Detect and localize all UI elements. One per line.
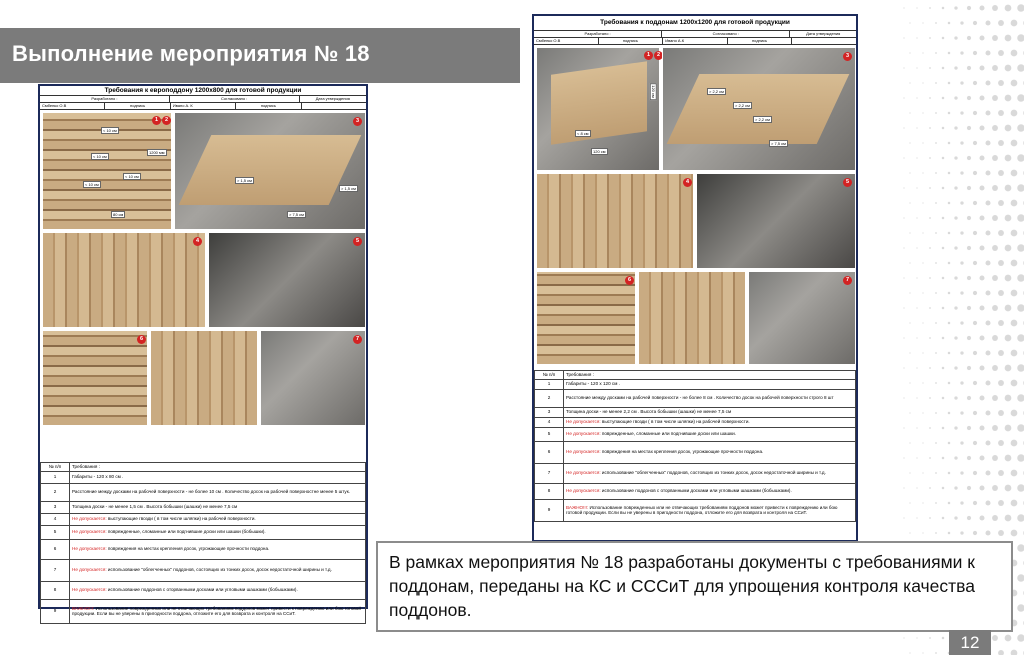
photo-missing-block	[748, 271, 856, 365]
row-prefix: ВАЖНО!!!:	[72, 605, 95, 611]
row-number: 6	[535, 441, 564, 463]
row-prefix: Не допускается:	[72, 546, 107, 552]
row-number: 7	[41, 559, 70, 581]
row-text	[70, 501, 366, 513]
row-body: выступающие гвозди ( в том числе шляпки) на рабочей поверхности.	[106, 516, 256, 522]
dim-label: > 2,2 см	[755, 117, 770, 122]
row-text	[564, 417, 856, 427]
sig-approver: Ивано А.К	[663, 38, 728, 44]
photo-number-badge: 5	[353, 237, 362, 246]
row-number: 1	[535, 379, 564, 389]
row-body: повреждения на местах крепления досок, угрожающие прочности поддона.	[600, 449, 764, 455]
table-row	[41, 581, 366, 599]
photo-number-badge: 3	[353, 117, 362, 126]
dim-label: > 7,5 см	[289, 212, 304, 217]
table-row	[41, 513, 366, 525]
dim-label: < 8 см	[577, 131, 589, 136]
dim-label: 120 см	[593, 149, 606, 154]
row-text	[70, 513, 366, 525]
photo-broken-boards	[696, 173, 856, 269]
row-body: Толщина доски - не менее 2,2 см . Высота бобышки (шашки) не менее 7,5 см	[566, 409, 732, 415]
row-body: поврежденные, сломанные или подгнившие доски или шашки (бобышки).	[106, 529, 266, 535]
table-header-row	[41, 463, 366, 472]
col-requirements-header: Требования :	[564, 371, 856, 380]
photo-number-badge: 3	[843, 52, 852, 61]
photo-number-badge: 5	[843, 178, 852, 187]
col-number-header: № п/п	[535, 371, 564, 380]
table-row	[535, 483, 856, 499]
row-prefix: ВАЖНО!!!:	[566, 504, 589, 510]
photo-damaged-joint	[536, 271, 636, 365]
row-text	[564, 407, 856, 417]
sig-date-value	[792, 38, 856, 44]
table-row	[535, 379, 856, 389]
dim-label: > 2,2 см	[735, 103, 750, 108]
sig-author-sign: подпись	[105, 103, 170, 109]
table-row	[41, 501, 366, 513]
row-prefix: Не допускается:	[72, 529, 107, 535]
row-body: Толщина доски - не менее 1,5 см . Высота бобышки (шашки) не менее 7,5 см	[72, 504, 238, 510]
photo-pallet-side-view	[662, 47, 856, 171]
photo-grid	[534, 45, 856, 367]
photo-number-badge: 2	[162, 116, 171, 125]
dim-label: < 10 см	[125, 174, 139, 179]
row-text	[70, 483, 366, 501]
table-row	[41, 471, 366, 483]
table-row	[535, 441, 856, 463]
row-prefix: Не допускается:	[566, 431, 601, 437]
requirements-table	[534, 370, 856, 522]
row-number: 3	[535, 407, 564, 417]
row-body: использование поддонов с оторванными досками или угловыми шашками (бобышками).	[600, 488, 792, 494]
sig-approver-sign: подпись	[728, 38, 793, 44]
signature-header	[40, 96, 366, 103]
row-text	[564, 463, 856, 483]
table-header-row	[535, 371, 856, 380]
photo-nail-damage	[536, 173, 694, 269]
row-number: 5	[535, 427, 564, 441]
europallet-requirements-document	[38, 84, 368, 617]
photo-number-badge: 1	[152, 116, 161, 125]
photo-pallet-side-view	[174, 112, 366, 230]
table-row	[535, 427, 856, 441]
row-text	[70, 559, 366, 581]
page-number: 12	[949, 630, 991, 655]
dim-label: 1200 мм	[149, 150, 165, 155]
photo-number-badge: 7	[353, 335, 362, 344]
row-body: повреждения на местах крепления досок, угрожающие прочности поддона.	[106, 546, 270, 552]
table-row	[535, 463, 856, 483]
row-number: 2	[535, 389, 564, 407]
table-row	[535, 407, 856, 417]
signature-values	[40, 103, 366, 110]
photo-missing-block	[260, 330, 366, 426]
row-text	[564, 427, 856, 441]
row-number: 1	[41, 471, 70, 483]
row-number: 9	[41, 599, 70, 623]
sig-author: Смбенко О.В	[534, 38, 599, 44]
sig-developed: Разработано :	[534, 31, 662, 37]
slide-title-bar	[0, 28, 520, 83]
sig-date: Дата утверждения	[315, 96, 350, 101]
row-text	[70, 471, 366, 483]
slide-title: Выполнение мероприятия № 18	[12, 41, 370, 66]
photo-number-badge: 6	[625, 276, 634, 285]
row-prefix: Не допускается:	[72, 567, 107, 573]
row-prefix: Не допускается:	[566, 488, 601, 494]
row-prefix: Не допускается:	[72, 516, 107, 522]
row-number: 8	[41, 581, 70, 599]
photo-pallet-top-view	[42, 112, 172, 230]
photo-pallet-top-view	[536, 47, 660, 171]
photo-number-badge: 4	[193, 237, 202, 246]
photo-damaged-joint	[42, 330, 148, 426]
row-number: 2	[41, 483, 70, 501]
row-body: Расстояние между досками на рабочей поверхности - не более 10 см . Количество досок на рабочей поверхностне менее 5 штук.	[72, 489, 351, 495]
dim-label: > 1,5 см	[237, 178, 252, 183]
sig-approver: Ивано А. К	[171, 103, 236, 109]
row-prefix: Не допускается:	[72, 587, 107, 593]
row-text	[564, 499, 856, 521]
dim-label: < 10 см	[103, 128, 117, 133]
row-prefix: Не допускается:	[566, 449, 601, 455]
row-text	[564, 389, 856, 407]
table-row	[41, 483, 366, 501]
sig-developed: Разработано :	[40, 96, 170, 102]
row-text	[70, 525, 366, 539]
photo-number-badge: 2	[654, 51, 663, 60]
row-text	[564, 441, 856, 463]
document-title: Требования к поддонам 1200х1200 для готовой продукции	[534, 16, 856, 31]
photo-number-badge: 6	[137, 335, 146, 344]
sig-approver-sign: подпись	[236, 103, 301, 109]
sig-approved: Согласовано :	[170, 96, 300, 102]
row-number: 9	[535, 499, 564, 521]
sig-approved: Согласовано :	[662, 31, 790, 37]
row-body: использование поддонов с оторванными досками или угловыми шашками (бобышками).	[106, 587, 298, 593]
row-body: Расстояние между досками на рабочей поверхности - не более 8 см . Количество досок на рабочей поверхности строго 8 шт	[566, 395, 834, 401]
photo-number-badge: 7	[843, 276, 852, 285]
row-number: 3	[41, 501, 70, 513]
dim-label: > 7,5 см	[771, 141, 786, 146]
row-number: 8	[535, 483, 564, 499]
sig-date: Дата утверждения	[806, 31, 841, 36]
col-requirements-header: Требования :	[70, 463, 366, 472]
row-text	[70, 539, 366, 559]
photo-broken-boards	[208, 232, 366, 328]
row-number: 4	[41, 513, 70, 525]
slide-caption: В рамках мероприятия № 18 разработаны документы с требованиями к поддонам, переданы на КС и СССиТ для упрощения контроля качества поддонов.	[376, 541, 1013, 632]
photo-lightweight-pallet	[150, 330, 258, 426]
row-number: 5	[41, 525, 70, 539]
sig-author: Смбенко О.В	[40, 103, 105, 109]
row-body: Использование поврежденных или не отвечающих требованиям поддонов может привести к повреждению или бою готовой продукции. Если вы не уверены в пригодности поддона, отложите его для возврата и контроля на ССиТ.	[72, 605, 361, 617]
photo-nail-damage	[42, 232, 206, 328]
sig-date-value	[302, 103, 366, 109]
signature-header	[534, 31, 856, 38]
row-number: 4	[535, 417, 564, 427]
photo-number-badge: 4	[683, 178, 692, 187]
row-text	[70, 599, 366, 623]
row-prefix: Не допускается:	[566, 470, 601, 476]
dim-label: > 2,2 см	[709, 89, 724, 94]
row-body: использование "облегченных" поддонов, состоящих из тонких досок, досок недостаточной ширины и т.д.	[600, 470, 826, 476]
photo-number-badge: 1	[644, 51, 653, 60]
dim-label: 80 см	[113, 212, 124, 217]
table-row	[535, 499, 856, 521]
document-title: Требования к европоддону 1200х800 для готовой продукции	[40, 86, 366, 96]
row-body: Использование поврежденных или не отвечающих требованиям поддонов может привести к повреждению или бою готовой продукции. Если вы не уверены в пригодности поддона, отложите его для возврата и контроля на ССиТ.	[566, 504, 838, 516]
row-number: 7	[535, 463, 564, 483]
row-text	[70, 581, 366, 599]
row-number: 6	[41, 539, 70, 559]
table-row	[535, 417, 856, 427]
table-row	[41, 599, 366, 623]
photo-lightweight-pallet	[638, 271, 746, 365]
requirements-table	[40, 462, 366, 624]
table-row	[41, 559, 366, 581]
photo-grid	[40, 110, 366, 428]
table-row	[41, 539, 366, 559]
dim-label: 120 см	[650, 85, 656, 98]
sig-author-sign: подпись	[599, 38, 664, 44]
col-number-header: № п/п	[41, 463, 70, 472]
table-row	[535, 389, 856, 407]
row-text	[564, 379, 856, 389]
table-row	[41, 525, 366, 539]
dim-label: < 10 см	[85, 182, 99, 187]
row-body: использование "облегченных" поддонов, состоящих из тонких досок, досок недостаточной ширины и т.д.	[106, 567, 332, 573]
row-prefix: Не допускается:	[566, 419, 601, 425]
row-body: Габариты - 120 х 80 см .	[72, 474, 124, 480]
pallet-1200-requirements-document	[532, 14, 858, 542]
dim-label: < 10 см	[93, 154, 107, 159]
row-text	[564, 483, 856, 499]
signature-values	[534, 38, 856, 45]
row-body: Габариты - 120 х 120 см .	[566, 381, 620, 387]
row-body: поврежденные, сломанные или подгнившие доски или шашки.	[600, 431, 736, 437]
dim-label: > 1,5 см	[341, 186, 356, 191]
row-body: выступающие гвозди ( в том числе шляпки) на рабочей поверхности.	[600, 419, 750, 425]
